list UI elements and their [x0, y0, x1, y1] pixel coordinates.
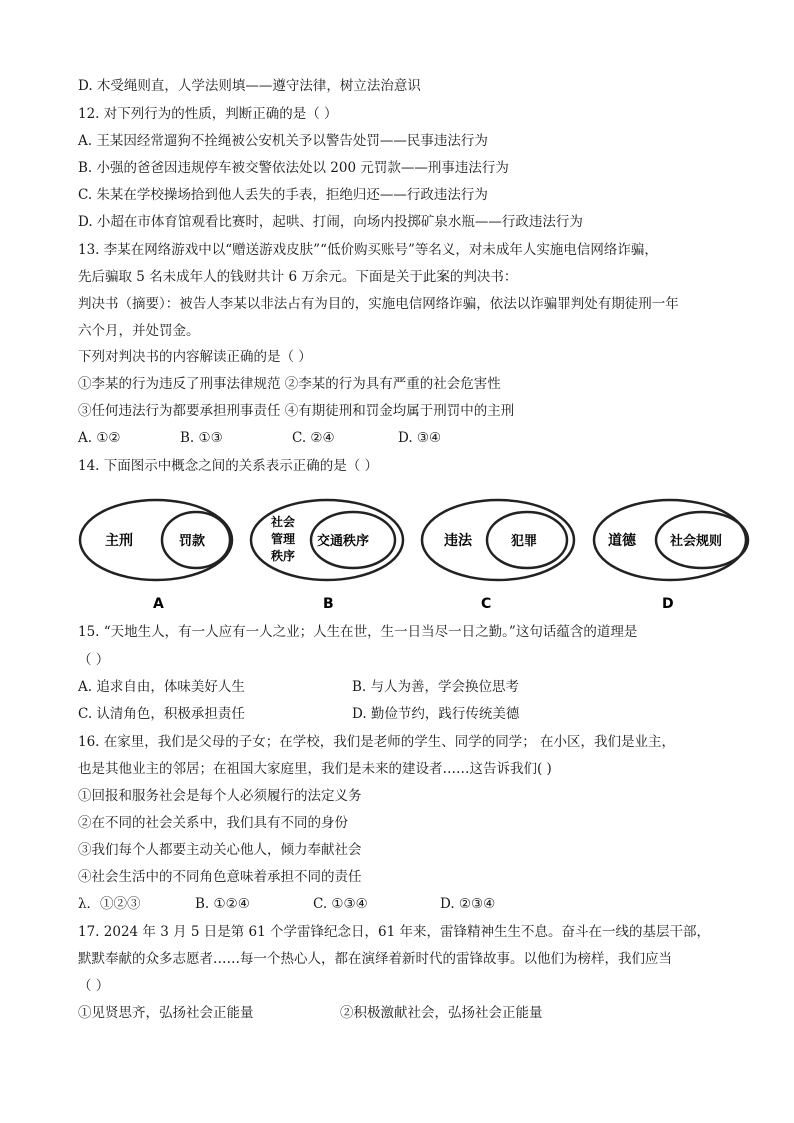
q17-statement-2: ②积极激献社会，弘扬社会正能量 [340, 1005, 543, 1021]
q14-diagram-set [78, 498, 778, 618]
q15-option-b: B. 与人为善，学会换位思考 [352, 679, 520, 695]
q13-judgment-line2: 六个月，并处罚金。 [78, 323, 200, 339]
q13-stem-line1: 13. 李某在网络游戏中以“赠送游戏皮肤”“低价购买账号”等名义，对未成年人实施电信网络诈骗， [78, 242, 658, 258]
q13-option-c: C. ②④ [292, 430, 335, 446]
diagram-b-outer-label-line2: 管理 [271, 532, 296, 546]
q12-option-d: D. 小超在市体育馆观看比赛时，起哄、打闹，向场内投掷矿泉水瓶——行政违法行为 [78, 214, 583, 230]
q17-stem-line1: 17. 2024 年 3 月 5 日是第 61 个学雷锋纪念日，61 年来，雷锋精神生生不息。奋斗在一线的基层干部， [78, 924, 710, 940]
diagram-a-letter: A [153, 596, 164, 612]
diagram-a-inner-label: 罚款 [179, 534, 206, 549]
q16-statement-3: ③我们每个人都要主动关心他人，倾力奉献社会 [78, 842, 362, 858]
q17-statement-1: ①见贤思齐，弘扬社会正能量 [78, 1005, 254, 1021]
diagram-a-outer-ellipse [80, 500, 232, 580]
diagram-a [80, 500, 232, 612]
diagram-d-outer-label: 道德 [608, 533, 636, 549]
q16-stem-line1: 16. 在家里，我们是父母的子女；在学校，我们是老师的学生、同学的同学； 在小区，我们是业主， [78, 734, 676, 750]
diagram-b-outer-label-line3: 秩序 [271, 549, 296, 563]
diagram-c [422, 500, 574, 612]
diagram-a-outer-label: 主刑 [105, 533, 133, 549]
diagram-c-outer-label: 违法 [444, 533, 472, 549]
q13-option-d: D. ③④ [398, 430, 442, 446]
diagram-c-inner-label: 犯罪 [511, 534, 538, 549]
q16-statement-1: ①回报和服务社会是每个人必须履行的法定义务 [78, 788, 362, 804]
q15-option-d: D. 勤俭节约，践行传统美德 [352, 706, 520, 722]
q13-stem-line2: 先后骗取 5 名未成年人的钱财共计 6 万余元。下面是关于此案的判决书： [78, 269, 518, 285]
diagram-b-inner-label: 交通秩序 [317, 534, 370, 549]
diagram-c-letter: C [481, 596, 492, 612]
q13-judgment-line1: 判决书（摘要）：被告人李某以非法占有为目的，实施电信网络诈骗，依法以诈骗罪判处有期徒刑一年 [78, 296, 679, 312]
q16-option-d: D. ②③④ [440, 896, 496, 912]
q13-statements-3-4: ③任何违法行为都要承担刑事责任 ④有期徒刑和罚金均属于刑罚中的主刑 [78, 403, 515, 419]
q12-option-a: A. 王某因经常遛狗不拴绳被公安机关予以警告处罚——民事违法行为 [78, 133, 488, 149]
diagram-d-inner-label: 社会规则 [670, 534, 723, 549]
q14-stem: 14. 下面图示中概念之间的关系表示正确的是（ ） [78, 458, 379, 474]
q12-option-c: C. 朱某在学校操场拾到他人丢失的手表，拒绝归还——行政违法行为 [78, 187, 488, 203]
q15-stem: 15. “天地生人，有一人应有一人之业；人生在世，生一日当尽一日之勤。”这句话蕴含的道理是 [78, 624, 638, 640]
q15-option-c: C. 认清角色，积极承担责任 [78, 706, 245, 722]
q15-answer-paren: （ ） [78, 652, 110, 668]
diagram-b [251, 500, 403, 612]
q16-stem-line2: 也是其他业主的邻居；在祖国大家庭里，我们是未来的建设者……这告诉我们( ) [78, 761, 552, 777]
diagram-b-letter: B [323, 596, 334, 612]
q15-option-a: A. 追求自由，体味美好人生 [78, 679, 245, 695]
q17-answer-paren: （ ） [78, 978, 110, 994]
q16-statement-4: ④社会生活中的不同角色意味着承担不同的责任 [78, 869, 362, 885]
q11-option-d: D. 木受绳则直，人学法则填——遵守法律，树立法治意识 [78, 78, 421, 94]
q12-stem: 12. 对下列行为的性质，判断正确的是（ ） [78, 106, 338, 122]
diagram-b-outer-label-line1: 社会 [271, 515, 296, 529]
q14-diagrams [78, 498, 778, 618]
q16-option-c: C. ①③④ [313, 896, 368, 912]
q16-option-b: B. ①②④ [195, 896, 250, 912]
q13-question: 下列对判决书的内容解读正确的是（ ） [78, 349, 312, 365]
q16-statement-2: ②在不同的社会关系中，我们具有不同的身份 [78, 815, 348, 831]
q13-statements-1-2: ①李某的行为违反了刑事法律规范 ②李某的行为具有严重的社会危害性 [78, 376, 501, 392]
q16-option-a: λ．①②③ [78, 896, 141, 912]
q13-option-a: A. ①② [78, 430, 121, 446]
diagram-d [594, 500, 748, 612]
q13-option-b: B. ①③ [180, 430, 223, 446]
diagram-d-letter: D [662, 596, 674, 612]
q17-stem-line2: 默默奉献的众多志愿者……每一个热心人，都在演绎着新时代的雷锋故事。以他们为榜样，我们应当 [78, 951, 672, 967]
q12-option-b: B. 小强的爸爸因违规停车被交警依法处以 200 元罚款——刑事违法行为 [78, 160, 509, 176]
